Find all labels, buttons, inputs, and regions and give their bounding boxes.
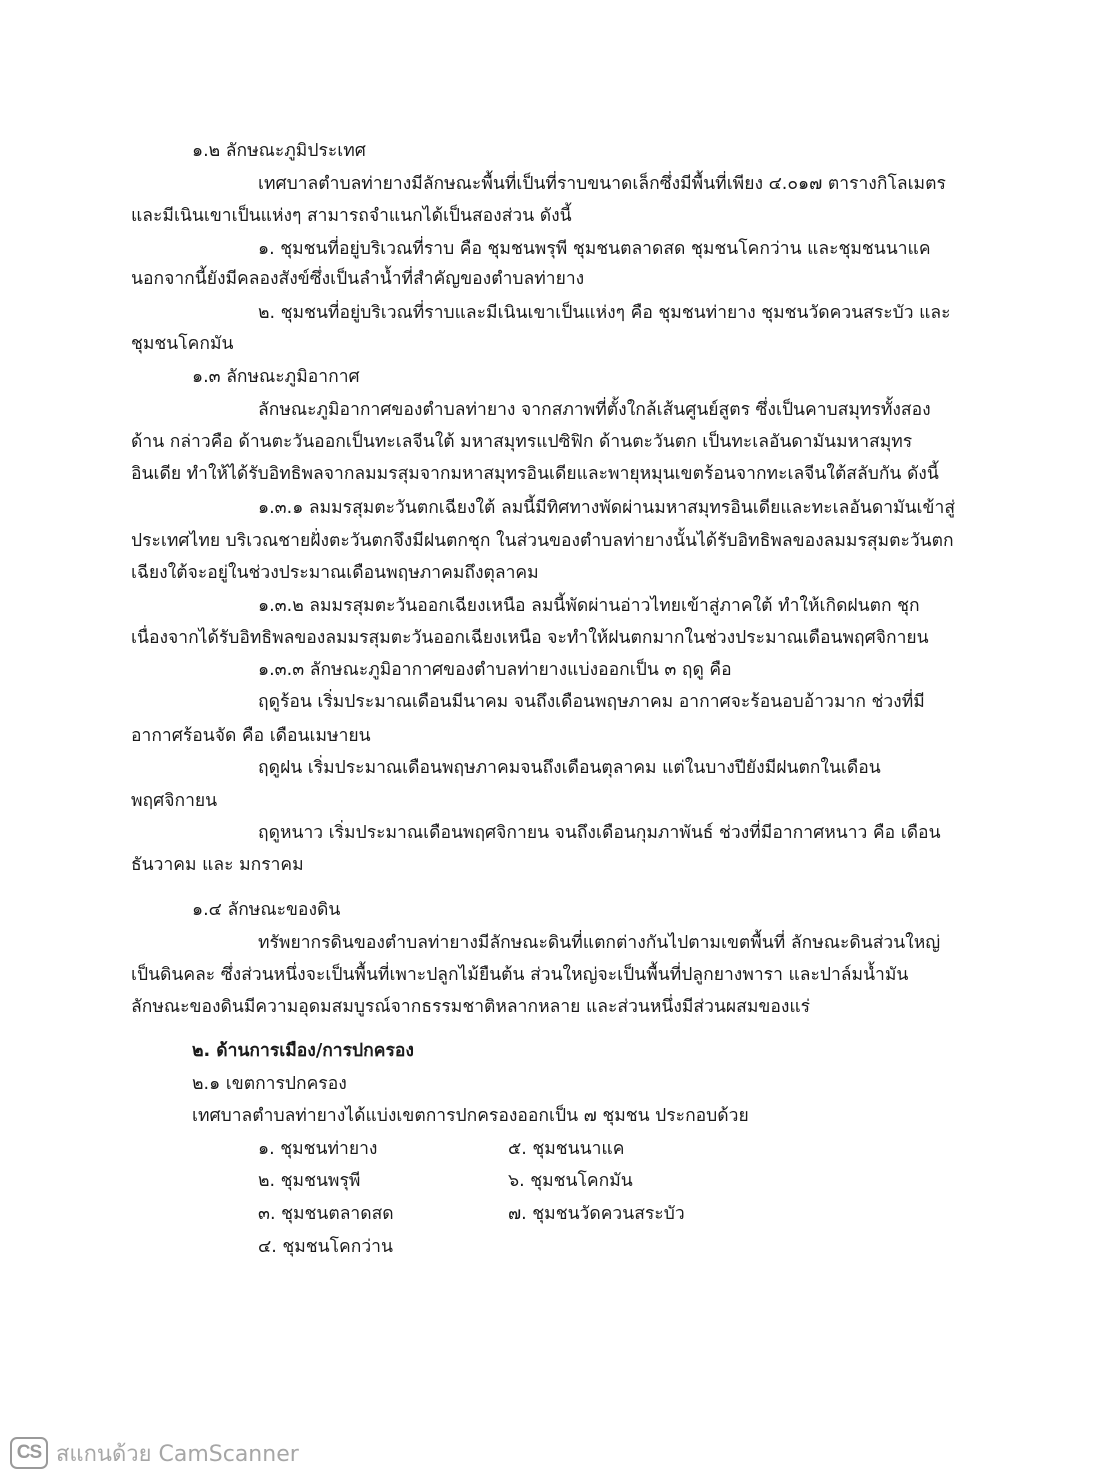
community-list-item: ๓. ชุมชนตลาดสด [258,1204,394,1224]
heading-1-3: ๑.๓ ลักษณะภูมิอากาศ [192,367,360,387]
paragraph-line: ฤดูหนาว เริ่มประมาณเดือนพฤศจิกายน จนถึงเดือนกุมภาพันธ์ ช่วงที่มีอากาศหนาว คือ เดือน [258,823,941,843]
paragraph-line: ทรัพยากรดินของตำบลท่ายางมีลักษณะดินที่แตกต่างกันไปตามเขตพื้นที่ ลักษณะดินส่วนใหญ่ [258,933,941,953]
paragraph-line: พฤศจิกายน [131,791,218,811]
community-list-item: ๕. ชุมชนนาแค [508,1139,625,1159]
paragraph-line: ชุมชนโคกมัน [131,334,234,354]
paragraph-line: เนื่องจากได้รับอิทธิพลของลมมรสุมตะวันออกเฉียงเหนือ จะทำให้ฝนตกมากในช่วงประมาณเดือนพฤศจิกายน [131,628,929,648]
paragraph-line: ฤดูร้อน เริ่มประมาณเดือนมีนาคม จนถึงเดือนพฤษภาคม อากาศจะร้อนอบอ้าวมาก ช่วงที่มี [258,692,925,712]
community-list-item: ๑. ชุมชนท่ายาง [258,1139,378,1159]
paragraph-line: เฉียงใต้จะอยู่ในช่วงประมาณเดือนพฤษภาคมถึงตุลาคม [131,563,539,583]
camscanner-footer [10,1433,299,1473]
paragraph-line: อินเดีย ทำให้ได้รับอิทธิพลจากลมมรสุมจากมหาสมุทรอินเดียและพายุหมุนเขตร้อนจากทะเลจีนใต้สลับกัน ดังนี้ [131,464,939,484]
paragraph-line: เทศบาลตำบลท่ายางมีลักษณะพื้นที่เป็นที่ราบขนาดเล็กซึ่งมีพื้นที่เพียง ๔.๐๑๗ ตารางกิโลเมตร [258,174,946,194]
paragraph-line: ด้าน กล่าวคือ ด้านตะวันออกเป็นทะเลจีนใต้ มหาสมุทรแปซิฟิก ด้านตะวันตก เป็นทะเลอันดามันมหาสมุทร [131,432,913,452]
paragraph-line: เป็นดินคละ ซึ่งส่วนหนึ่งจะเป็นพื้นที่เพาะปลูกไม้ยืนต้น ส่วนใหญ่จะเป็นพื้นที่ปลูกยางพารา และปาล์มน้ำมัน [131,965,909,985]
heading-2: ๒. ด้านการเมือง/การปกครอง [192,1041,414,1061]
community-list-item: ๗. ชุมชนวัดควนสระบัว [508,1204,685,1224]
camscanner-label: สแกนด้วย CamScanner [56,1441,299,1467]
paragraph-line: ๑. ชุมชนที่อยู่บริเวณที่ราบ คือ ชุมชนพรุพี ชุมชนตลาดสด ชุมชนโคกว่าน และชุมชนนาแค [258,239,931,259]
paragraph-line: ลักษณะภูมิอากาศของตำบลท่ายาง จากสภาพที่ตั้งใกล้เส้นศูนย์สูตร ซึ่งเป็นคาบสมุทรทั้งสอง [258,400,931,420]
paragraph-line: ประเทศไทย บริเวณชายฝั่งตะวันตกจึงมีฝนตกชุก ในส่วนของตำบลท่ายางนั้นได้รับอิทธิพลของลมมรสุมตะวันตก [131,531,954,551]
paragraph-line: ๑.๓.๓ ลักษณะภูมิอากาศของตำบลท่ายางแบ่งออกเป็น ๓ ฤดู คือ [258,660,732,680]
paragraph-line: ๑.๓.๑ ลมมรสุมตะวันตกเฉียงใต้ ลมนี้มีทิศทางพัดผ่านมหาสมุทรอินเดียและทะเลอันดามันเข้าสู่ [258,498,956,518]
paragraph-line: และมีเนินเขาเป็นแห่งๆ สามารถจำแนกได้เป็นสองส่วน ดังนี้ [131,206,572,226]
community-list-item: ๒. ชุมชนพรุพี [258,1171,361,1191]
camscanner-logo-icon: CS [10,1437,48,1469]
heading-1-2: ๑.๒ ลักษณะภูมิประเทศ [192,141,366,161]
paragraph-line: เทศบาลตำบลท่ายางได้แบ่งเขตการปกครองออกเป็น ๗ ชุมชน ประกอบด้วย [192,1106,749,1126]
paragraph-line: ฤดูฝน เริ่มประมาณเดือนพฤษภาคมจนถึงเดือนตุลาคม แต่ในบางปียังมีฝนตกในเดือน [258,758,881,778]
heading-1-4: ๑.๔ ลักษณะของดิน [192,900,341,920]
heading-2-1: ๒.๑ เขตการปกครอง [192,1074,347,1094]
paragraph-line: ๒. ชุมชนที่อยู่บริเวณที่ราบและมีเนินเขาเป็นแห่งๆ คือ ชุมชนท่ายาง ชุมชนวัดควนสระบัว และ [258,303,951,323]
paragraph-line: อากาศร้อนจัด คือ เดือนเมษายน [131,726,371,746]
paragraph-line: ธันวาคม และ มกราคม [131,855,304,875]
community-list-item: ๖. ชุมชนโคกมัน [508,1171,633,1191]
paragraph-line: นอกจากนี้ยังมีคลองสังข์ซึ่งเป็นลำน้ำที่สำคัญของตำบลท่ายาง [131,269,585,289]
paragraph-line: ลักษณะของดินมีความอุดมสมบูรณ์จากธรรมชาติหลากหลาย และส่วนหนึ่งมีส่วนผสมของแร่ [131,997,811,1017]
community-list-item: ๔. ชุมชนโคกว่าน [258,1237,393,1257]
paragraph-line: ๑.๓.๒ ลมมรสุมตะวันออกเฉียงเหนือ ลมนี้พัดผ่านอ่าวไทยเข้าสู่ภาคใต้ ทำให้เกิดฝนตก ชุก [258,596,920,616]
